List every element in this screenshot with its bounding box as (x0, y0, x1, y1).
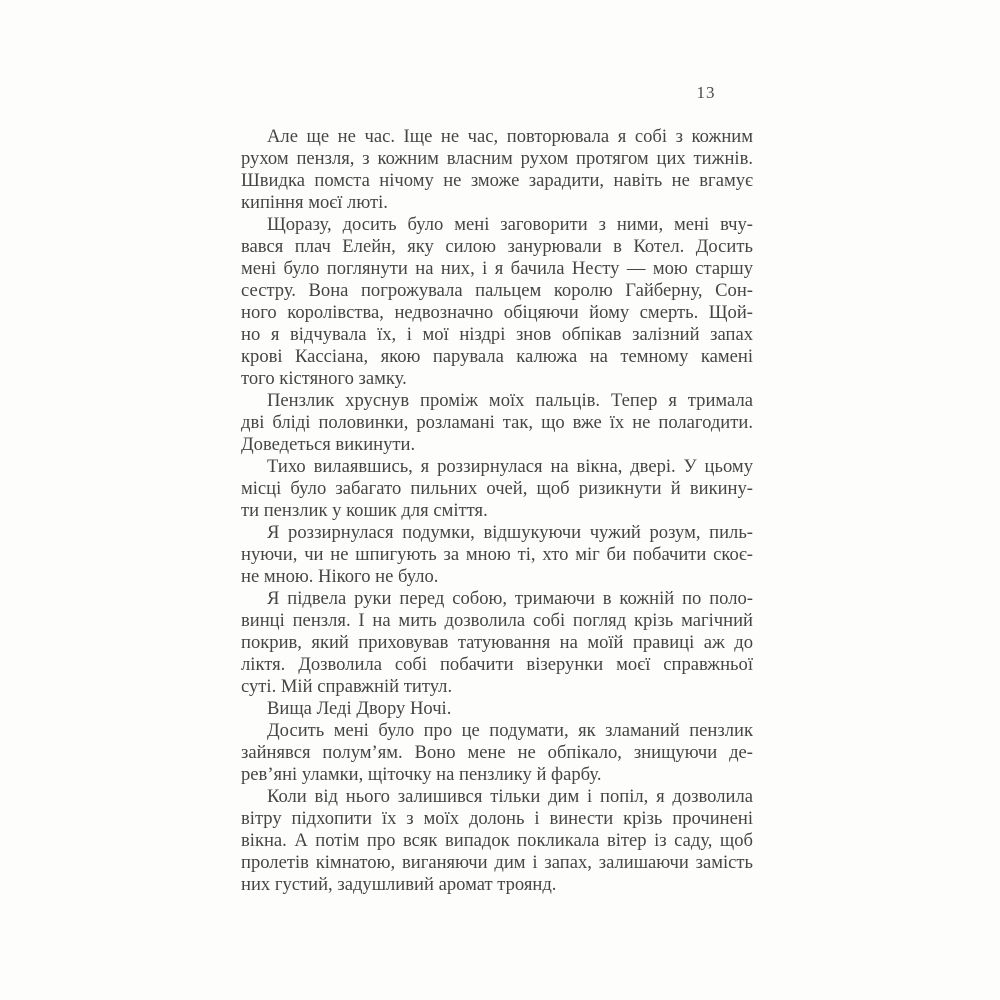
text-line: не мною. Нікого не було. (241, 566, 439, 587)
text-line: Але ще не час. Іще не час, повторювала я собі з кожним (267, 126, 753, 147)
text-line: зайнявся полум’ям. Воно мене не обпікало, знищуючи де- (241, 742, 753, 763)
text-line: дві бліді половинки, розламані так, що вже їх не полагодити. (241, 412, 753, 433)
text-line: ного королівства, недвозначно обіцяючи йому смерть. Щой- (241, 302, 753, 323)
text-line: крові Кассіана, якою парувала калюжа на темному камені (241, 346, 753, 367)
page-number: 13 (696, 83, 716, 102)
text-line: покрив, який приховував татуювання на моїй правиці аж до (241, 632, 753, 653)
text-line: Доведеться викинути. (241, 434, 416, 455)
text-line: вався плач Елейн, яку силою занурювали в Котел. Досить (241, 236, 753, 257)
page-text-block (241, 126, 753, 896)
text-line: но я відчувала їх, і мої ніздрі знов обпікав залізний запах (241, 324, 753, 345)
text-line: Я роззирнулася подумки, відшукуючи чужий розум, пиль- (267, 522, 753, 543)
text-line: Швидка помста нічому не зможе зарадити, навіть не вгамує (241, 170, 753, 191)
text-line: Пензлик хруснув проміж моїх пальців. Тепер я тримала (267, 390, 753, 411)
text-line: місці було забагато пильних очей, щоб ризикнути й викину- (241, 478, 753, 499)
text-line: суті. Мій справжній титул. (241, 676, 453, 697)
text-line: пролетів кімнатою, виганяючи дим і запах, залишаючи замість (241, 852, 753, 873)
text-line: ти пензлик у кошик для сміття. (241, 500, 488, 521)
text-line: винці пензля. І на мить дозволила собі погляд крізь магічний (241, 610, 753, 631)
text-line: вікна. А потім про всяк випадок покликала вітер із саду, щоб (241, 830, 753, 851)
text-line: мені було поглянути на них, і я бачила Несту — мою старшу (241, 258, 753, 279)
text-line: Я підвела руки перед собою, тримаючи в кожній по поло- (267, 588, 753, 609)
text-line: того кістяного замку. (241, 368, 407, 389)
text-line: Тихо вилаявшись, я роззирнулася на вікна, двері. У цьому (267, 456, 753, 477)
text-line: рухом пензля, з кожним власним рухом протягом цих тижнів. (241, 148, 753, 169)
text-line: Щоразу, досить було мені заговорити з ними, мені вчу- (267, 214, 753, 235)
text-line: ліктя. Дозволила собі побачити візерунки моєї справжньої (241, 654, 753, 675)
text-line: них густий, задушливий аромат троянд. (241, 874, 557, 895)
text-line: сестру. Вона погрожувала пальцем королю Гайберну, Сон- (241, 280, 753, 301)
text-line: вітру підхопити їх з моїх долонь і винести крізь прочинені (241, 808, 753, 829)
text-line: нуючи, чи не шпигують за мною ті, хто міг би побачити скоє- (241, 544, 753, 565)
text-line: Вища Леді Двору Ночі. (267, 698, 452, 719)
text-line: Досить мені було про це подумати, як зламаний пензлик (267, 720, 753, 741)
text-line: Коли від нього залишився тільки дим і попіл, я дозволила (267, 786, 753, 807)
text-line: рев’яні уламки, щіточку на пензлику й фарбу. (241, 764, 602, 785)
text-line: кипіння моєї люті. (241, 192, 388, 213)
